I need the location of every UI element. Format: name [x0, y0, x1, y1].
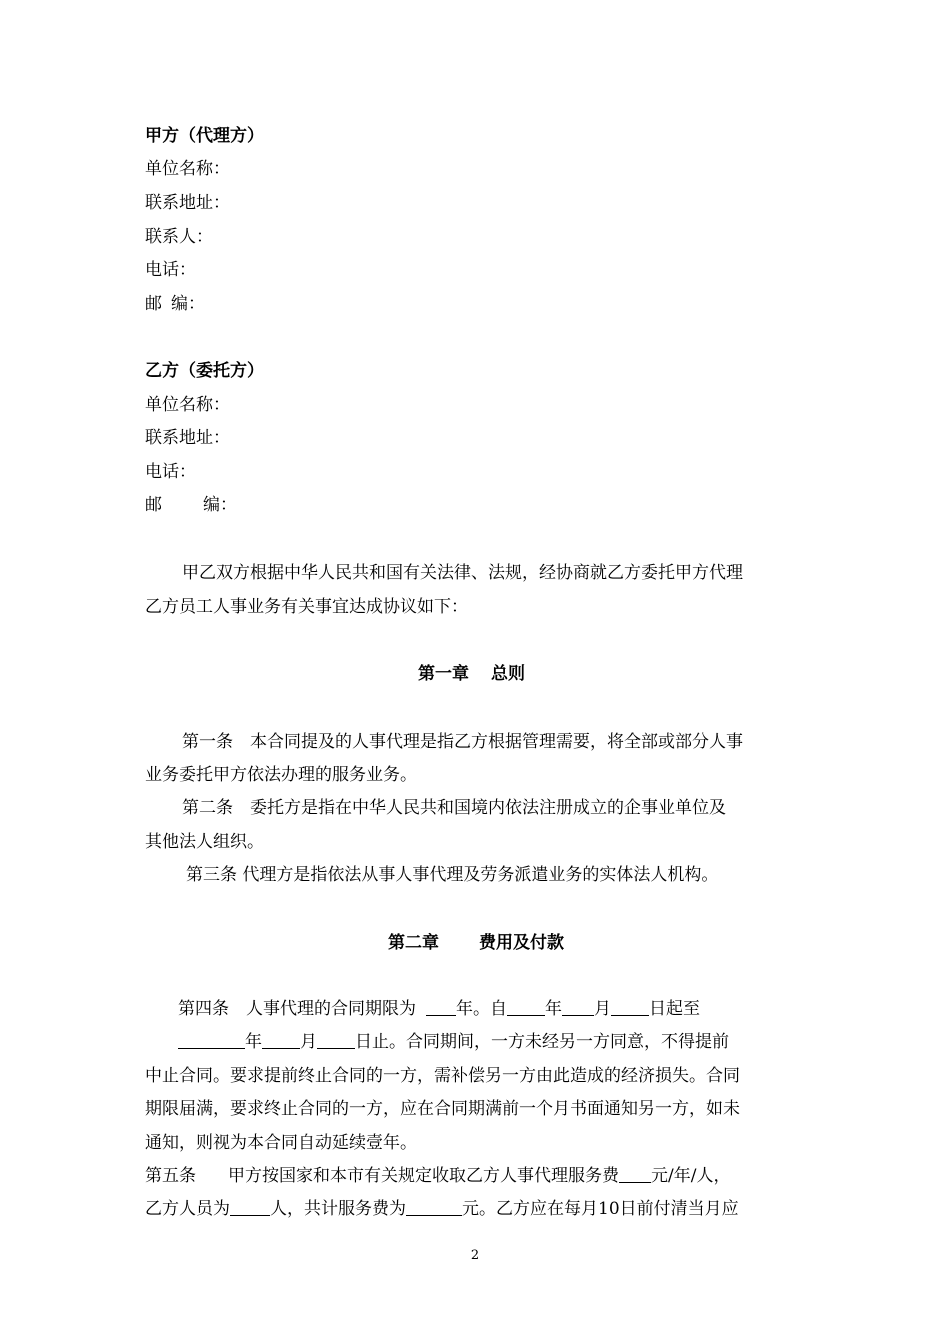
postcode-char-1: 邮 — [145, 294, 162, 314]
start-month-unit: 月 — [594, 999, 611, 1019]
staff-count-blank — [230, 1199, 270, 1216]
article-2-line-1: 第二条 委托方是指在中华人民共和国境内依法注册成立的企事业单位及 — [182, 798, 726, 818]
page-number: 2 — [470, 1248, 480, 1263]
party-b-phone-label: 电话： — [145, 462, 196, 482]
party-a-phone-label: 电话： — [145, 260, 196, 280]
end-month-blank — [262, 1032, 300, 1049]
article-1-line-2: 业务委托甲方依法办理的服务业务。 — [145, 765, 417, 785]
party-a-postcode-label — [145, 293, 205, 315]
end-year-unit: 年 — [245, 1032, 262, 1052]
party-b-postcode-label — [145, 494, 237, 516]
article-4-term-text: 人事代理的合同期限为 — [246, 999, 416, 1019]
postcode-char-1: 邮 — [145, 495, 162, 515]
article-4-line-2 — [178, 1031, 729, 1053]
start-day-blank — [611, 999, 649, 1016]
party-b-unit-name-label: 单位名称： — [145, 395, 230, 415]
staff-count-text: 乙方人员为 — [145, 1199, 230, 1219]
total-fee-text: 人，共计服务费为 — [270, 1199, 406, 1219]
fee-unit-text: 元/年/人， — [651, 1166, 731, 1186]
party-a-unit-name-label: 单位名称： — [145, 159, 230, 179]
article-1-line-1: 第一条 本合同提及的人事代理是指乙方根据管理需要，将全部或部分人事 — [182, 732, 743, 752]
party-a-address-label: 联系地址： — [145, 193, 230, 213]
start-year-unit: 年 — [545, 999, 562, 1019]
intro-line-1: 甲乙双方根据中华人民共和国有关法律、法规，经协商就乙方委托甲方代理 — [182, 563, 743, 583]
payment-due-text: 元。乙方应在每月10日前付清当月应 — [462, 1199, 739, 1219]
chapter-1-number: 第一章 — [418, 664, 469, 684]
article-3: 第三条 代理方是指依法从事人事代理及劳务派遣业务的实体法人机构。 — [186, 865, 719, 885]
intro-line-2: 乙方员工人事业务有关事宜达成协议如下： — [145, 597, 468, 617]
end-day-text: 日止。合同期间，一方未经另一方同意，不得提前 — [355, 1032, 729, 1052]
total-fee-blank — [406, 1199, 462, 1216]
chapter-2-heading — [388, 932, 564, 954]
article-4-line-1 — [178, 998, 700, 1020]
chapter-1-title: 总则 — [491, 664, 525, 684]
end-month-unit: 月 — [300, 1032, 317, 1052]
article-4-line-4: 期限届满，要求终止合同的一方，应在合同期满前一个月书面通知另一方，如未 — [145, 1099, 740, 1119]
start-month-blank — [562, 999, 594, 1016]
end-year-blank — [178, 1032, 245, 1049]
article-2-line-2: 其他法人组织。 — [145, 832, 264, 852]
postcode-char-2: 编： — [203, 495, 237, 515]
article-4-from-text: 年。自 — [456, 999, 507, 1019]
article-4-label: 第四条 — [178, 999, 229, 1019]
article-4-line-3: 中止合同。要求提前终止合同的一方，需补偿另一方由此造成的经济损失。合同 — [145, 1066, 740, 1086]
chapter-2-title: 费用及付款 — [479, 933, 564, 953]
end-day-blank — [317, 1032, 355, 1049]
chapter-2-number: 第二章 — [388, 933, 439, 953]
party-b-heading: 乙方（委托方） — [145, 361, 264, 381]
party-a-contact-label: 联系人： — [145, 227, 213, 247]
article-5-fee-text: 甲方按国家和本市有关规定收取乙方人事代理服务费 — [228, 1166, 619, 1186]
article-5-label: 第五条 — [145, 1166, 196, 1186]
article-5-line-1 — [145, 1165, 730, 1187]
party-a-heading: 甲方（代理方） — [145, 126, 264, 146]
start-year-blank — [507, 999, 545, 1016]
article-4-line-5: 通知，则视为本合同自动延续壹年。 — [145, 1133, 417, 1153]
fee-per-person-blank — [619, 1166, 651, 1183]
article-5-line-2 — [145, 1198, 739, 1220]
start-day-text: 日起至 — [649, 999, 700, 1019]
chapter-1-heading — [418, 663, 525, 685]
party-b-address-label: 联系地址： — [145, 428, 230, 448]
postcode-char-2: 编： — [171, 294, 205, 314]
term-years-blank — [426, 999, 456, 1016]
